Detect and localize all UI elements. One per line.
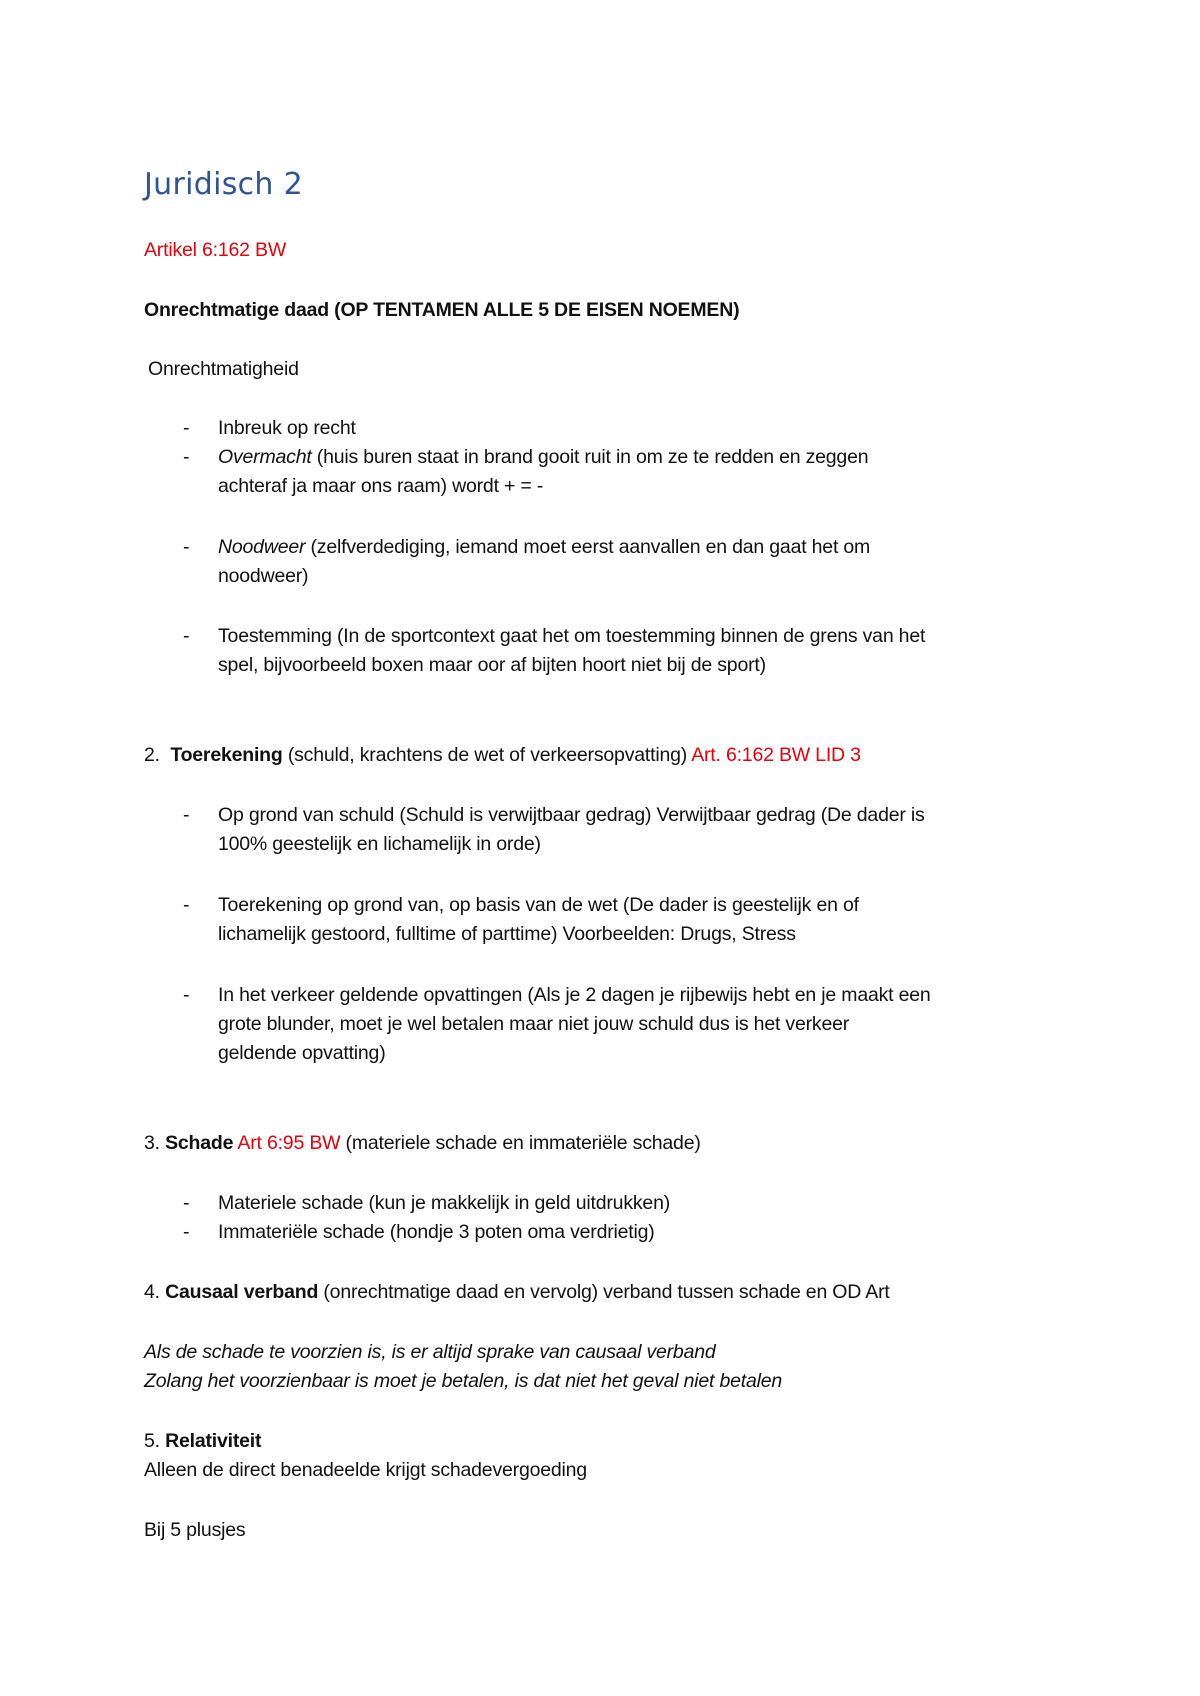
- list-item: Toerekening op grond van, op basis van de wet (De dader is geestelijk en of: [218, 894, 859, 916]
- list-bullet: -: [183, 1192, 190, 1214]
- list-item: Op grond van schuld (Schuld is verwijtbaar gedrag) Verwijtbaar gedrag (De dader is: [218, 804, 925, 826]
- sub-heading: Onrechtmatigheid: [148, 358, 299, 380]
- list-bullet: -: [183, 1221, 190, 1243]
- section-term: Causaal verband: [165, 1281, 319, 1303]
- footer-note: Bij 5 plusjes: [144, 1519, 246, 1541]
- section-term: Relativiteit: [165, 1430, 262, 1452]
- list-item-continuation: lichamelijk gestoord, fulltime of parttime) Voorbeelden: Drugs, Stress: [218, 923, 796, 945]
- section-number: 2.: [144, 744, 160, 766]
- list-item: [218, 533, 870, 562]
- list-item-continuation: grote blunder, moet je wel betalen maar niet jouw schuld dus is het verkeer: [218, 1013, 850, 1035]
- section-text: (materiele schade en immateriële schade): [340, 1132, 701, 1154]
- law-reference: Art 6:95 BW: [233, 1132, 341, 1154]
- list-item: In het verkeer geldende opvattingen (Als je 2 dagen je rijbewijs hebt en je maakt een: [218, 984, 931, 1006]
- causaal-heading: [144, 1278, 890, 1307]
- causaal-note-1: Als de schade te voorzien is, is er altijd sprake van causaal verband: [144, 1341, 716, 1363]
- section-text: (onrechtmatige daad en vervolg) verband tussen schade en OD Art: [318, 1281, 890, 1303]
- list-bullet: -: [183, 804, 190, 826]
- list-item-text: (zelfverdediging, iemand moet eerst aanvallen en dan gaat het om: [305, 536, 871, 558]
- toerekening-heading: [144, 741, 861, 770]
- article-reference: Artikel 6:162 BW: [144, 239, 287, 261]
- list-bullet: -: [183, 984, 190, 1006]
- causaal-note-2: Zolang het voorzienbaar is moet je betalen, is dat niet het geval niet betalen: [144, 1370, 783, 1392]
- section-heading: Onrechtmatige daad (OP TENTAMEN ALLE 5 DE EISEN NOEMEN): [144, 299, 740, 321]
- schade-heading: [144, 1129, 701, 1158]
- list-item-continuation: achteraf ja maar ons raam) wordt + = -: [218, 475, 544, 497]
- law-reference: Art. 6:162 BW LID 3: [691, 744, 861, 766]
- list-item: Inbreuk op recht: [218, 417, 356, 439]
- list-bullet: -: [183, 625, 190, 647]
- document-title: Juridisch 2: [144, 167, 303, 202]
- section-term: Toerekening: [170, 744, 283, 766]
- list-item-continuation: noodweer): [218, 565, 309, 587]
- list-item-term: Noodweer: [218, 536, 306, 558]
- section-text: (schuld, krachtens de wet of verkeersopvatting): [282, 744, 692, 766]
- list-bullet: -: [183, 536, 190, 558]
- relativiteit-heading: [144, 1427, 261, 1456]
- section-term: Schade: [165, 1132, 234, 1154]
- list-item-text: (huis buren staat in brand gooit ruit in om ze te redden en zeggen: [311, 446, 869, 468]
- list-bullet: -: [183, 894, 190, 916]
- list-item: Materiele schade (kun je makkelijk in geld uitdrukken): [218, 1192, 671, 1214]
- list-item-continuation: 100% geestelijk en lichamelijk in orde): [218, 833, 541, 855]
- list-item: Toestemming (In de sportcontext gaat het om toestemming binnen de grens van het: [218, 625, 926, 647]
- list-item-continuation: spel, bijvoorbeeld boxen maar oor af bijten hoort niet bij de sport): [218, 654, 766, 676]
- list-item: Immateriële schade (hondje 3 poten oma verdrietig): [218, 1221, 655, 1243]
- section-number: 3.: [144, 1132, 166, 1154]
- list-item-term: Overmacht: [218, 446, 312, 468]
- section-number: 4.: [144, 1281, 166, 1303]
- section-number: 5.: [144, 1430, 166, 1452]
- list-bullet: -: [183, 417, 190, 439]
- list-bullet: -: [183, 446, 190, 468]
- list-item-continuation: geldende opvatting): [218, 1042, 386, 1064]
- list-item: [218, 443, 868, 472]
- relativiteit-text: Alleen de direct benadeelde krijgt schadevergoeding: [144, 1459, 587, 1481]
